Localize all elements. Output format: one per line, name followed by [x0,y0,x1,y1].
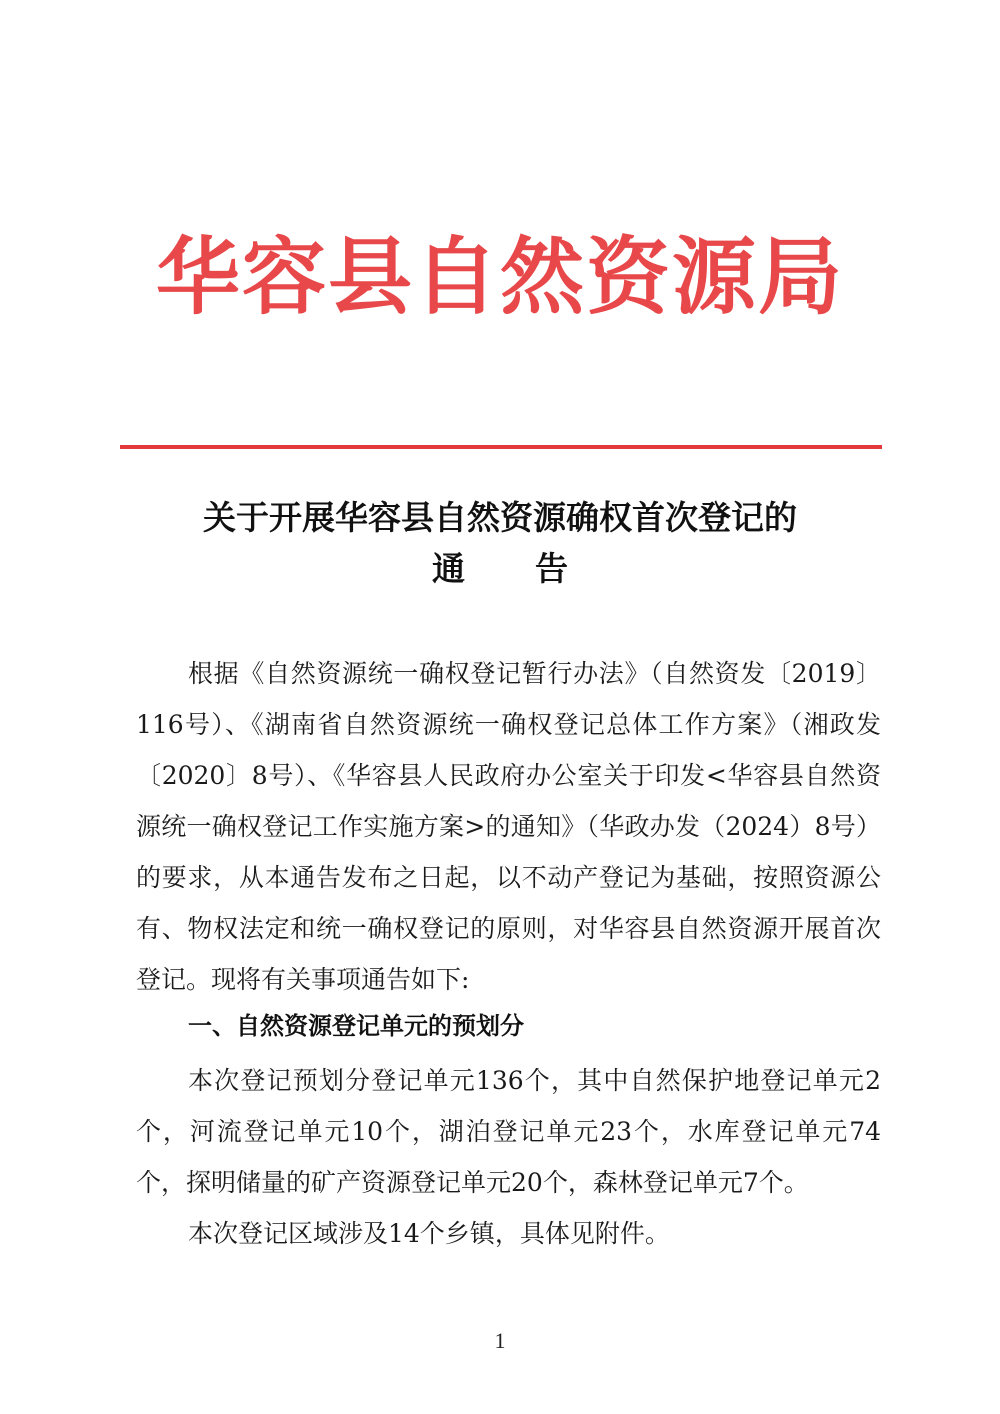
page-number: 1 [494,1328,506,1353]
section-heading-1: 一、自然资源登记单元的预划分 [188,1012,524,1040]
document-title-line-1: 关于开展华容县自然资源确权首次登记的 [203,498,797,537]
paragraph-registration-area: 本次登记区域涉及14个乡镇，具体见附件。 [188,1219,670,1248]
issuing-authority-masthead: 华容县自然资源局 [155,227,844,326]
document-title-line-2: 通告 [432,549,638,588]
red-header-rule [120,445,882,449]
paragraph-basis: 根据《自然资源统一确权登记暂行办法》（自然资发〔2019〕116号）、《湖南省自然资源统一确权登记总体工作方案》（湘政发〔2020〕8号）、《华容县人民政府办公室关于印发<华容县自然资源统一确权登记工作实施方案>的通知》（华政办发（2024）8号）的要求，从本通告发布之日起，以不动产登记为基础，按照资源公有、物权法定和统一确权登记的原则，对华容县自然资源开展首次登记。现将有关事项通告如下: [136,659,881,994]
paragraph-registration-units: 本次登记预划分登记单元136个，其中自然保护地登记单元2个，河流登记单元10个，湖泊登记单元23个，水库登记单元74个，探明储量的矿产资源登记单元20个，森林登记单元7个。 [136,1066,881,1197]
